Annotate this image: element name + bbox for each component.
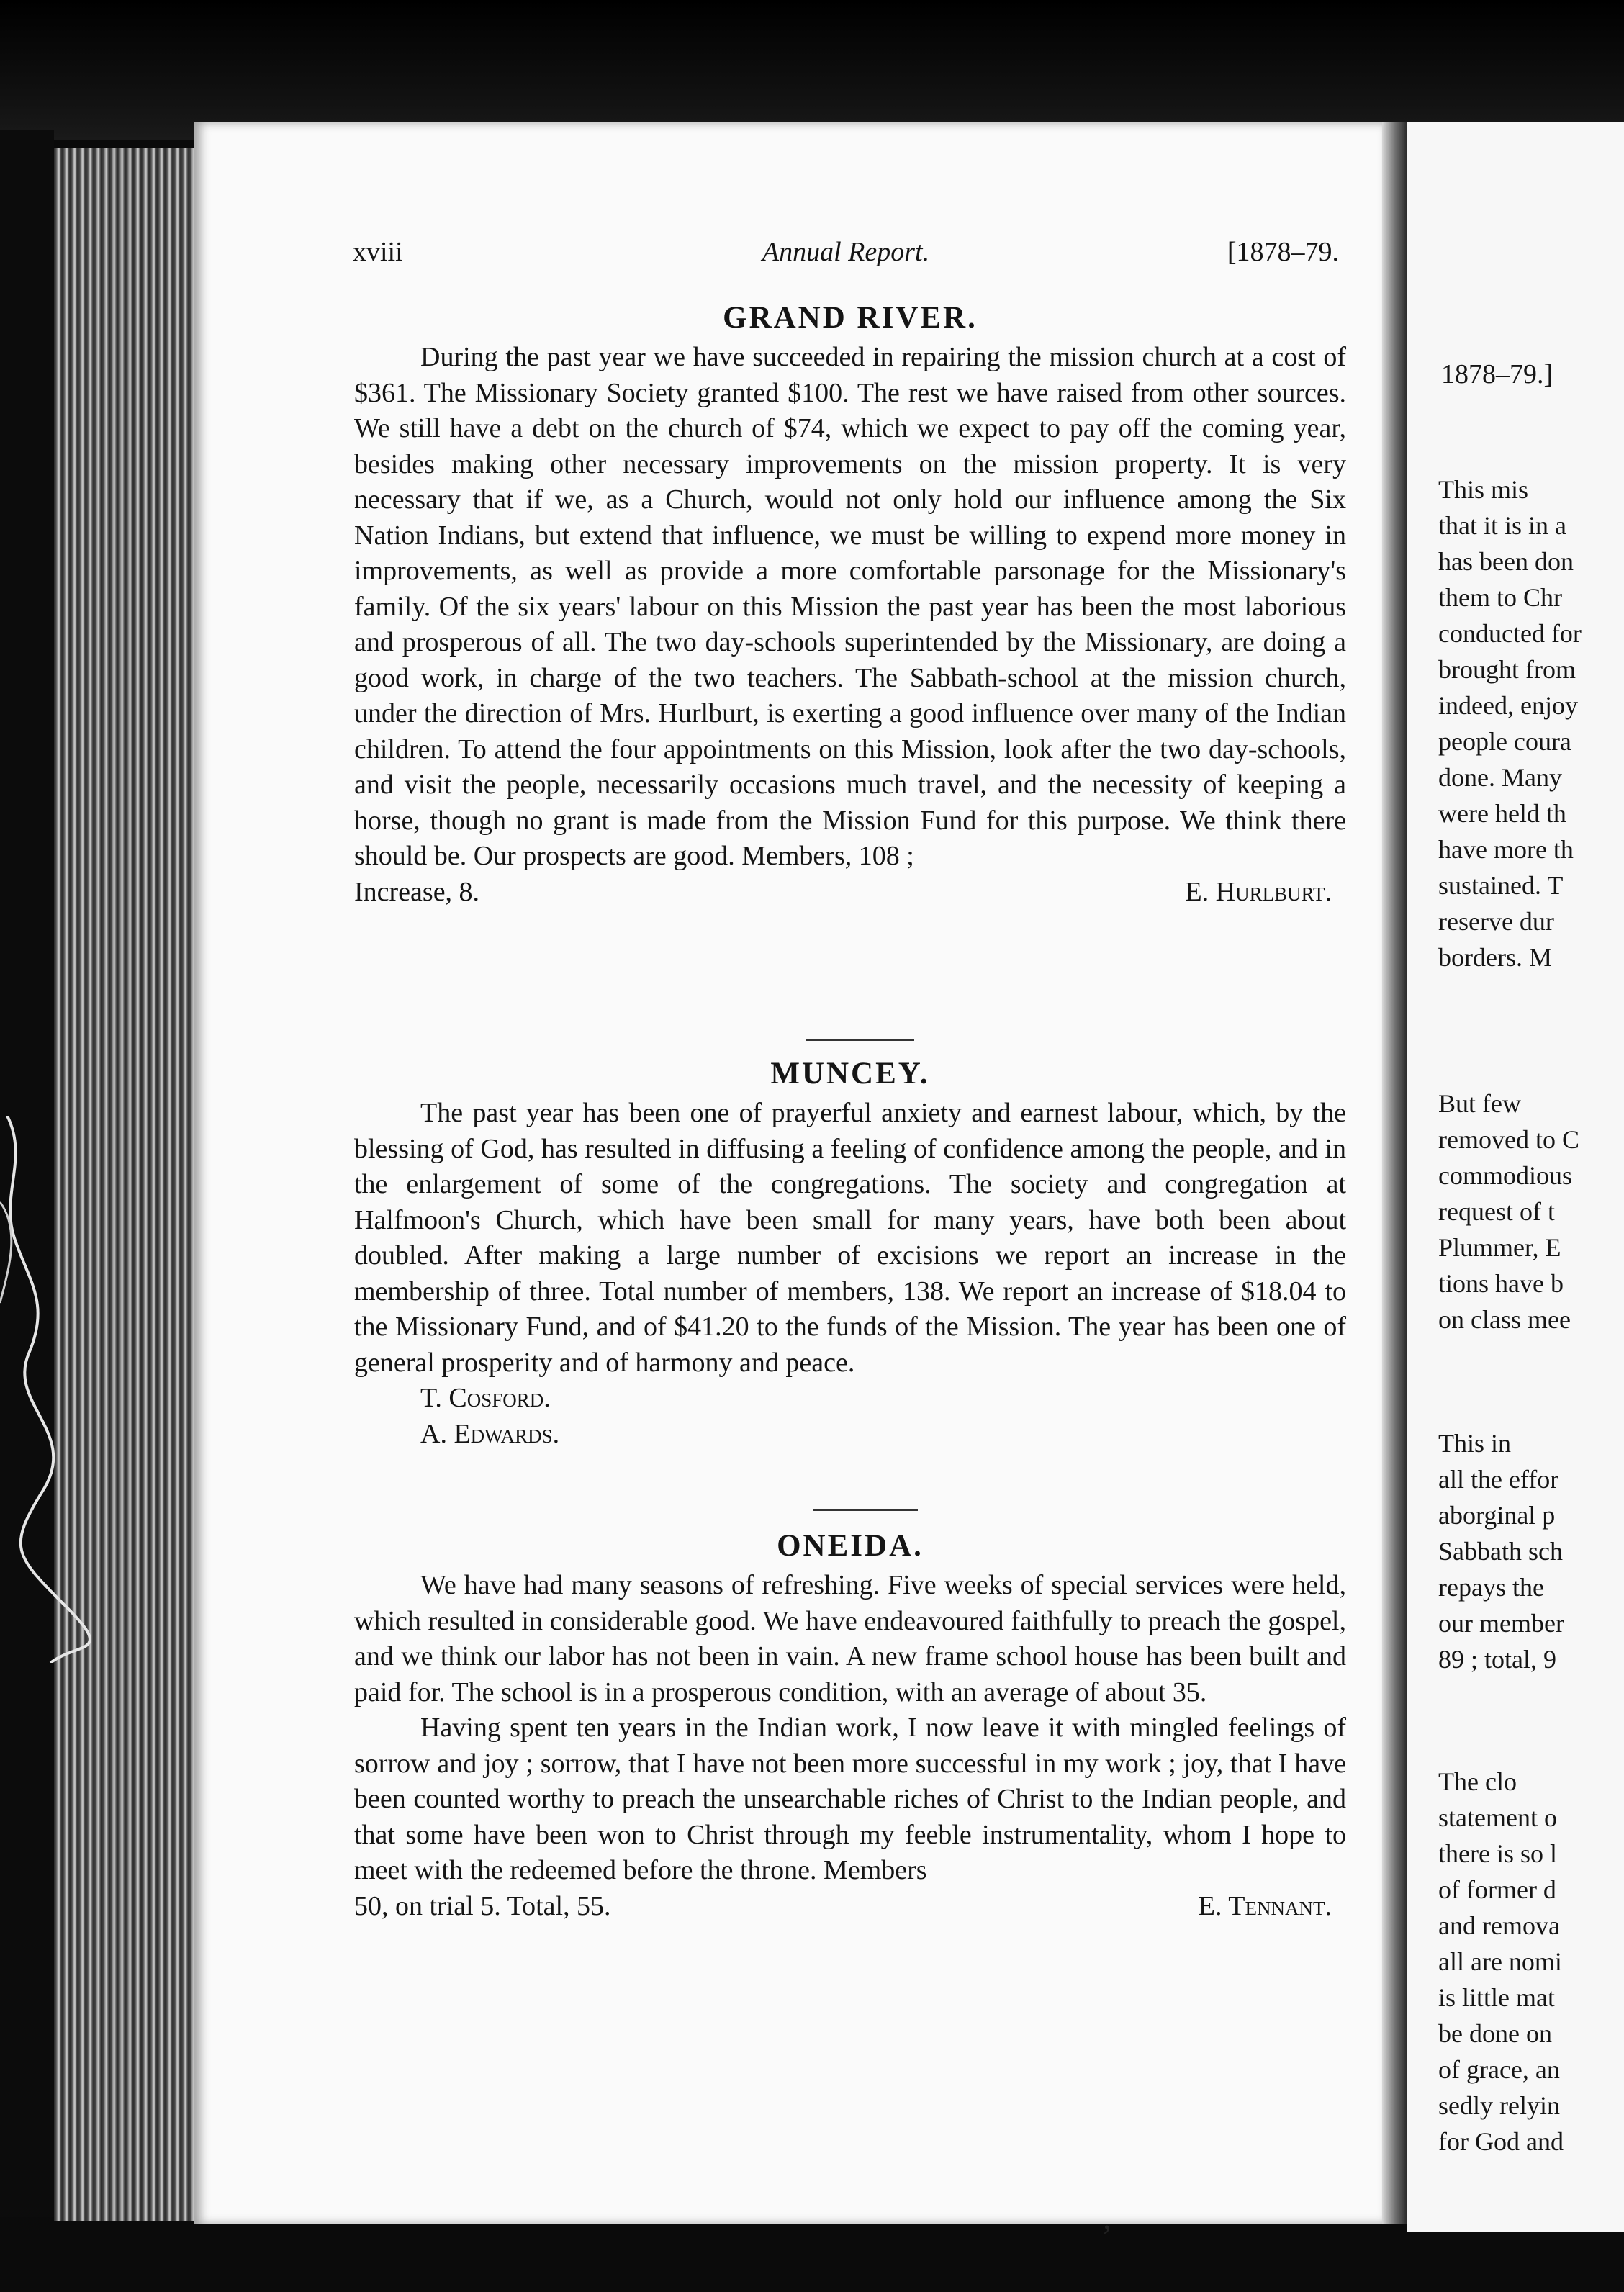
- signature-hurlburt: E. Hurlburt.: [1185, 876, 1332, 907]
- section-heading-oneida: ONEIDA.: [777, 1529, 924, 1563]
- section-divider: [813, 1509, 918, 1511]
- scan-background-bottom: [0, 2217, 1624, 2292]
- scan-background-top: [0, 0, 1624, 140]
- section-muncey: [354, 1052, 1346, 1452]
- running-year: [1878–79.: [1227, 237, 1339, 267]
- stray-ink-mark: ʼ: [1101, 2218, 1113, 2255]
- section-oneida: [354, 1525, 1346, 1924]
- right-page-running-head: 1878–79.]: [1441, 359, 1553, 389]
- right-page-block-3: This in all the effor aborginal p Sabbath sch repays the our member 89 ; total, 9: [1438, 1429, 1564, 1674]
- right-page-block-2: But few removed to C commodious request of t Plummer, E tions have b on class mee: [1438, 1089, 1579, 1334]
- right-page-block-1: This mis that it is in a has been don them to Chr conducted for brought from indeed, enjoy people coura done. Many were held th have more th sustained. T reserve dur borders. M: [1438, 475, 1582, 972]
- oneida-paragraph-1: We have had many seasons of refreshing. Five weeks of special services were held, which resulted in considerable good. We have endeavoured faithfully to preach the gospel, and we think our labor has not been in vain. A new frame school house has been built and paid for. The school is in a prosperous condition, with an average of about 35.: [354, 1570, 1346, 1707]
- running-head: [353, 236, 1339, 279]
- page-number: xviii: [353, 237, 403, 267]
- book-gutter: [1382, 122, 1407, 2224]
- right-page: [1407, 122, 1624, 2232]
- oneida-paragraph-2: Having spent ten years in the Indian work, I now leave it with mingled feelings of sorrow and joy ; sorrow, that I have not been more successful in my work ; joy, that I have been counted worthy to preach the unsearchable riches of Christ to the Indian people, and that some have been won to Christ through my feeble instrumentality, whom I hope to meet with the redeemed before the throne. Members: [354, 1713, 1346, 1885]
- muncey-body: The past year has been one of prayerful anxiety and earnest labour, which, by the blessing of God, has resulted in diffusing a feeling of confidence among the people, and in the enlargement of some of the congregations. The society and congregation at Halfmoon's Church, which have been small for many years, have both been about doubled. After making a large number of excisions we report an increase in the membership of three. Total number of members, 138. We report an increase of $18.04 to the Missionary Fund, and of $41.20 to the funds of the Mission. The year has been one of general prosperity and of harmony and peace.: [354, 1098, 1346, 1378]
- section-grand-river: [354, 297, 1346, 910]
- right-page-block-4: The clo statement o there is so l of former d and remova all are nomi is little mat be done on of grace, an sedly relyin for God and: [1438, 1767, 1564, 2156]
- section-heading-muncey: MUNCEY.: [770, 1057, 930, 1091]
- oneida-last-line: 50, on trial 5. Total, 55. E. Tennant.: [354, 1889, 1346, 1925]
- grand-river-body: During the past year we have succeeded in repairing the mission church at a cost of $361. The Missionary Society granted $100. The rest we have raised from other sources. We still have a debt on the church of $74, which we expect to pay off the coming year, besides making other necessary improvements on the mission property. It is very necessary that if we, as a Church, would not only hold our influence among the Six Nation Indians, but extend that influence, we must be willing to expend more money in improvements, as well as provide a more comfortable parsonage for the Missionary's family. Of the six years' labour on this Mission the past year has been the most laborious and prosperous of all. The two day-schools superintended by the Missionary, are doing a good work, in charge of the two teachers. The Sabbath-school at the mission church, under the direction of Mrs. Hurlburt, is exerting a good influence over many of the Indian children. To attend the four appointments on this Mission, look after the two day-schools, and visit the people, necessarily occasions much travel, and the necessity of keeping a horse, though no grant is made from the Mission Fund for this purpose. We think there should be. Our prospects are good. Members, 108 ;: [354, 342, 1346, 871]
- section-heading-grand-river: GRAND RIVER.: [723, 301, 978, 335]
- signature-tennant: E. Tennant.: [1198, 1890, 1332, 1921]
- signature-cosford: T. Cosford.: [420, 1383, 551, 1413]
- signature-edwards: A. Edwards.: [420, 1418, 560, 1449]
- grand-river-last-line: Increase, 8. E. Hurlburt.: [354, 875, 1346, 911]
- loose-thread-mark: [0, 1116, 101, 1663]
- section-divider: [806, 1039, 914, 1041]
- running-title: Annual Report.: [762, 237, 930, 267]
